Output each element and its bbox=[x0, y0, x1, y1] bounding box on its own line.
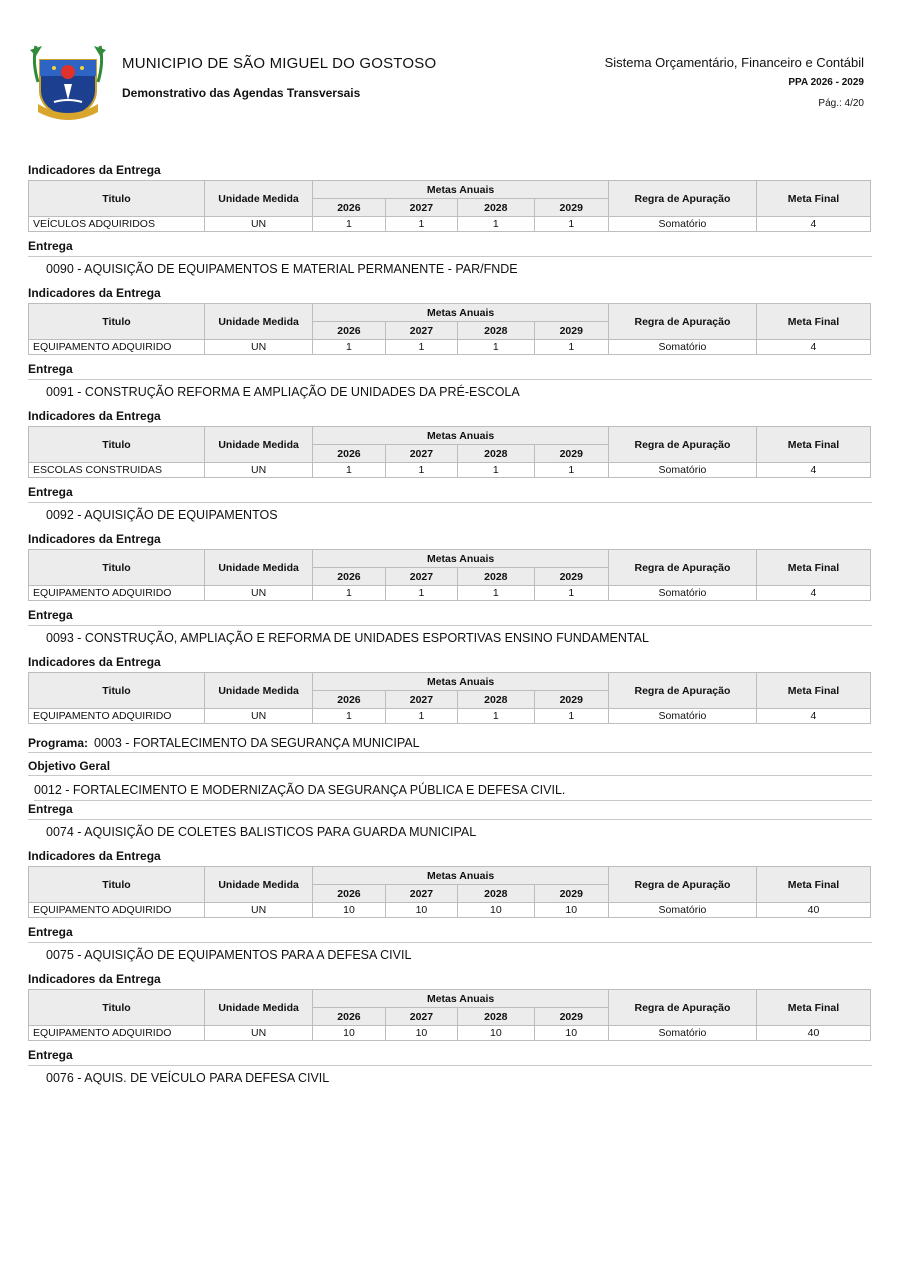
cell-y2029: 1 bbox=[534, 463, 608, 478]
entrega-description: 0074 - AQUISIÇÃO DE COLETES BALISTICOS PARA GUARDA MUNICIPAL bbox=[46, 825, 477, 839]
objetivo-label: Objetivo Geral bbox=[28, 757, 872, 776]
cell-y2026: 1 bbox=[313, 709, 385, 724]
entrega-description: 0076 - AQUIS. DE VEÍCULO PARA DEFESA CIVIL bbox=[46, 1071, 330, 1085]
table-row bbox=[29, 709, 871, 724]
cell-unidade: UN bbox=[204, 1026, 312, 1041]
col-header-regra: Regra de Apuração bbox=[608, 867, 756, 903]
entrega-description: 0093 - CONSTRUÇÃO, AMPLIAÇÃO E REFORMA DE UNIDADES ESPORTIVAS ENSINO FUNDAMENTAL bbox=[46, 631, 649, 645]
col-header-2026: 2026 bbox=[313, 691, 385, 709]
cell-y2027: 1 bbox=[385, 586, 457, 601]
col-header-2026: 2026 bbox=[313, 1008, 385, 1026]
municipality-name: MUNICIPIO DE SÃO MIGUEL DO GOSTOSO bbox=[122, 55, 437, 72]
page-number: Pág.: 4/20 bbox=[818, 98, 864, 109]
indicadores-heading: Indicadores da Entrega bbox=[28, 409, 161, 423]
col-header-2027: 2027 bbox=[385, 568, 457, 586]
table-row bbox=[29, 586, 871, 601]
indicadores-heading: Indicadores da Entrega bbox=[28, 972, 161, 986]
indicadores-heading: Indicadores da Entrega bbox=[28, 849, 161, 863]
cell-y2026: 10 bbox=[313, 1026, 385, 1041]
entrega-block bbox=[28, 924, 872, 1041]
ppa-period: PPA 2026 - 2029 bbox=[788, 77, 864, 88]
entrega-description: 0075 - AQUISIÇÃO DE EQUIPAMENTOS PARA A DEFESA CIVIL bbox=[46, 948, 412, 962]
entrega-description: 0092 - AQUISIÇÃO DE EQUIPAMENTOS bbox=[46, 508, 278, 522]
table-row bbox=[29, 903, 871, 918]
cell-regra: Somatório bbox=[608, 709, 756, 724]
objetivo-description: 0012 - FORTALECIMENTO E MODERNIZAÇÃO DA SEGURANÇA PÚBLICA E DEFESA CIVIL. bbox=[34, 780, 872, 801]
cell-regra: Somatório bbox=[608, 1026, 756, 1041]
cell-titulo: EQUIPAMENTO ADQUIRIDO bbox=[29, 1026, 205, 1041]
indicadores-table bbox=[28, 866, 871, 918]
col-header-titulo: Titulo bbox=[29, 181, 205, 217]
cell-y2029: 10 bbox=[534, 903, 608, 918]
cell-titulo: EQUIPAMENTO ADQUIRIDO bbox=[29, 586, 205, 601]
entrega-label: Entrega bbox=[28, 484, 872, 503]
cell-unidade: UN bbox=[204, 217, 312, 232]
cell-y2027: 1 bbox=[385, 709, 457, 724]
col-header-2028: 2028 bbox=[458, 199, 534, 217]
col-header-metas: Metas Anuais bbox=[313, 181, 609, 199]
col-header-metas: Metas Anuais bbox=[313, 427, 609, 445]
cell-regra: Somatório bbox=[608, 586, 756, 601]
cell-unidade: UN bbox=[204, 903, 312, 918]
cell-meta_final: 4 bbox=[756, 709, 870, 724]
col-header-regra: Regra de Apuração bbox=[608, 990, 756, 1026]
col-header-2028: 2028 bbox=[458, 691, 534, 709]
cell-y2026: 1 bbox=[313, 586, 385, 601]
col-header-2029: 2029 bbox=[534, 445, 608, 463]
indicadores-heading: Indicadores da Entrega bbox=[28, 286, 161, 300]
entrega-block bbox=[28, 238, 872, 355]
col-header-2029: 2029 bbox=[534, 691, 608, 709]
col-header-2028: 2028 bbox=[458, 1008, 534, 1026]
cell-y2029: 1 bbox=[534, 709, 608, 724]
col-header-meta-final: Meta Final bbox=[756, 990, 870, 1026]
col-header-2029: 2029 bbox=[534, 322, 608, 340]
col-header-2027: 2027 bbox=[385, 885, 457, 903]
entrega-block bbox=[28, 484, 872, 601]
cell-y2029: 1 bbox=[534, 217, 608, 232]
entrega-label: Entrega bbox=[28, 1047, 872, 1066]
col-header-regra: Regra de Apuração bbox=[608, 181, 756, 217]
indicadores-heading: Indicadores da Entrega bbox=[28, 163, 161, 177]
cell-y2027: 10 bbox=[385, 903, 457, 918]
col-header-meta-final: Meta Final bbox=[756, 427, 870, 463]
col-header-2027: 2027 bbox=[385, 322, 457, 340]
table-row bbox=[29, 340, 871, 355]
indicadores-table bbox=[28, 549, 871, 601]
table-row bbox=[29, 1026, 871, 1041]
col-header-metas: Metas Anuais bbox=[313, 550, 609, 568]
col-header-2026: 2026 bbox=[313, 199, 385, 217]
entrega-block bbox=[28, 1047, 872, 1087]
col-header-2027: 2027 bbox=[385, 691, 457, 709]
entrega-block bbox=[28, 801, 872, 918]
cell-y2028: 10 bbox=[458, 1026, 534, 1041]
indicadores-table bbox=[28, 303, 871, 355]
col-header-regra: Regra de Apuração bbox=[608, 427, 756, 463]
col-header-metas: Metas Anuais bbox=[313, 304, 609, 322]
cell-regra: Somatório bbox=[608, 217, 756, 232]
col-header-titulo: Titulo bbox=[29, 867, 205, 903]
cell-unidade: UN bbox=[204, 463, 312, 478]
col-header-2029: 2029 bbox=[534, 885, 608, 903]
cell-y2028: 1 bbox=[458, 340, 534, 355]
col-header-unidade: Unidade Medida bbox=[204, 990, 312, 1026]
cell-y2027: 1 bbox=[385, 340, 457, 355]
col-header-titulo: Titulo bbox=[29, 673, 205, 709]
programa-line bbox=[28, 734, 872, 753]
entrega-label: Entrega bbox=[28, 607, 872, 626]
cell-meta_final: 4 bbox=[756, 463, 870, 478]
cell-y2029: 10 bbox=[534, 1026, 608, 1041]
col-header-meta-final: Meta Final bbox=[756, 867, 870, 903]
report-title: Demonstrativo das Agendas Transversais bbox=[122, 86, 361, 100]
col-header-metas: Metas Anuais bbox=[313, 673, 609, 691]
col-header-2028: 2028 bbox=[458, 445, 534, 463]
col-header-2029: 2029 bbox=[534, 199, 608, 217]
cell-meta_final: 40 bbox=[756, 903, 870, 918]
col-header-titulo: Titulo bbox=[29, 427, 205, 463]
cell-unidade: UN bbox=[204, 340, 312, 355]
entrega-description: 0091 - CONSTRUÇÃO REFORMA E AMPLIAÇÃO DE UNIDADES DA PRÉ-ESCOLA bbox=[46, 385, 520, 399]
col-header-regra: Regra de Apuração bbox=[608, 304, 756, 340]
cell-unidade: UN bbox=[204, 709, 312, 724]
cell-regra: Somatório bbox=[608, 903, 756, 918]
col-header-2027: 2027 bbox=[385, 445, 457, 463]
col-header-unidade: Unidade Medida bbox=[204, 181, 312, 217]
col-header-metas: Metas Anuais bbox=[313, 867, 609, 885]
cell-meta_final: 4 bbox=[756, 586, 870, 601]
col-header-meta-final: Meta Final bbox=[756, 304, 870, 340]
indicadores-table bbox=[28, 180, 871, 232]
cell-titulo: EQUIPAMENTO ADQUIRIDO bbox=[29, 709, 205, 724]
cell-y2027: 10 bbox=[385, 1026, 457, 1041]
col-header-2026: 2026 bbox=[313, 885, 385, 903]
programa-description: 0003 - FORTALECIMENTO DA SEGURANÇA MUNICIPAL bbox=[94, 736, 420, 750]
report-body bbox=[28, 162, 872, 1093]
municipal-coat-of-arms-icon bbox=[28, 42, 108, 120]
col-header-meta-final: Meta Final bbox=[756, 673, 870, 709]
col-header-2027: 2027 bbox=[385, 1008, 457, 1026]
system-name: Sistema Orçamentário, Financeiro e Contábil bbox=[604, 55, 864, 70]
col-header-meta-final: Meta Final bbox=[756, 181, 870, 217]
cell-meta_final: 4 bbox=[756, 340, 870, 355]
col-header-unidade: Unidade Medida bbox=[204, 427, 312, 463]
cell-y2029: 1 bbox=[534, 586, 608, 601]
col-header-2029: 2029 bbox=[534, 568, 608, 586]
indicadores-table bbox=[28, 426, 871, 478]
cell-y2028: 1 bbox=[458, 709, 534, 724]
col-header-unidade: Unidade Medida bbox=[204, 867, 312, 903]
col-header-unidade: Unidade Medida bbox=[204, 673, 312, 709]
col-header-2026: 2026 bbox=[313, 445, 385, 463]
cell-titulo: EQUIPAMENTO ADQUIRIDO bbox=[29, 903, 205, 918]
cell-y2027: 1 bbox=[385, 217, 457, 232]
entrega-description: 0090 - AQUISIÇÃO DE EQUIPAMENTOS E MATERIAL PERMANENTE - PAR/FNDE bbox=[46, 262, 518, 276]
cell-y2026: 1 bbox=[313, 217, 385, 232]
indicadores-heading: Indicadores da Entrega bbox=[28, 532, 161, 546]
entrega-label: Entrega bbox=[28, 801, 872, 820]
indicadores-table bbox=[28, 672, 871, 724]
cell-y2028: 10 bbox=[458, 903, 534, 918]
indicadores-table bbox=[28, 989, 871, 1041]
col-header-titulo: Titulo bbox=[29, 304, 205, 340]
col-header-2028: 2028 bbox=[458, 885, 534, 903]
entrega-block bbox=[28, 361, 872, 478]
cell-titulo: EQUIPAMENTO ADQUIRIDO bbox=[29, 340, 205, 355]
entrega-label: Entrega bbox=[28, 924, 872, 943]
table-row bbox=[29, 463, 871, 478]
cell-y2026: 1 bbox=[313, 463, 385, 478]
cell-unidade: UN bbox=[204, 586, 312, 601]
col-header-titulo: Titulo bbox=[29, 990, 205, 1026]
col-header-metas: Metas Anuais bbox=[313, 990, 609, 1008]
col-header-titulo: Titulo bbox=[29, 550, 205, 586]
cell-regra: Somatório bbox=[608, 463, 756, 478]
cell-y2027: 1 bbox=[385, 463, 457, 478]
col-header-2028: 2028 bbox=[458, 568, 534, 586]
col-header-unidade: Unidade Medida bbox=[204, 304, 312, 340]
programa-label: Programa: bbox=[28, 736, 89, 750]
cell-y2028: 1 bbox=[458, 217, 534, 232]
col-header-2026: 2026 bbox=[313, 322, 385, 340]
cell-meta_final: 40 bbox=[756, 1026, 870, 1041]
col-header-regra: Regra de Apuração bbox=[608, 673, 756, 709]
entrega-label: Entrega bbox=[28, 361, 872, 380]
cell-y2029: 1 bbox=[534, 340, 608, 355]
col-header-meta-final: Meta Final bbox=[756, 550, 870, 586]
cell-y2026: 10 bbox=[313, 903, 385, 918]
table-row bbox=[29, 217, 871, 232]
col-header-2028: 2028 bbox=[458, 322, 534, 340]
cell-y2028: 1 bbox=[458, 586, 534, 601]
cell-regra: Somatório bbox=[608, 340, 756, 355]
cell-y2026: 1 bbox=[313, 340, 385, 355]
entrega-label: Entrega bbox=[28, 238, 872, 257]
cell-titulo: VEÍCULOS ADQUIRIDOS bbox=[29, 217, 205, 232]
col-header-2027: 2027 bbox=[385, 199, 457, 217]
col-header-unidade: Unidade Medida bbox=[204, 550, 312, 586]
col-header-regra: Regra de Apuração bbox=[608, 550, 756, 586]
col-header-2026: 2026 bbox=[313, 568, 385, 586]
col-header-2029: 2029 bbox=[534, 1008, 608, 1026]
entrega-block bbox=[28, 607, 872, 724]
report-header bbox=[0, 0, 900, 130]
entrega-block bbox=[28, 162, 872, 232]
cell-titulo: ESCOLAS CONSTRUIDAS bbox=[29, 463, 205, 478]
cell-y2028: 1 bbox=[458, 463, 534, 478]
cell-meta_final: 4 bbox=[756, 217, 870, 232]
indicadores-heading: Indicadores da Entrega bbox=[28, 655, 161, 669]
